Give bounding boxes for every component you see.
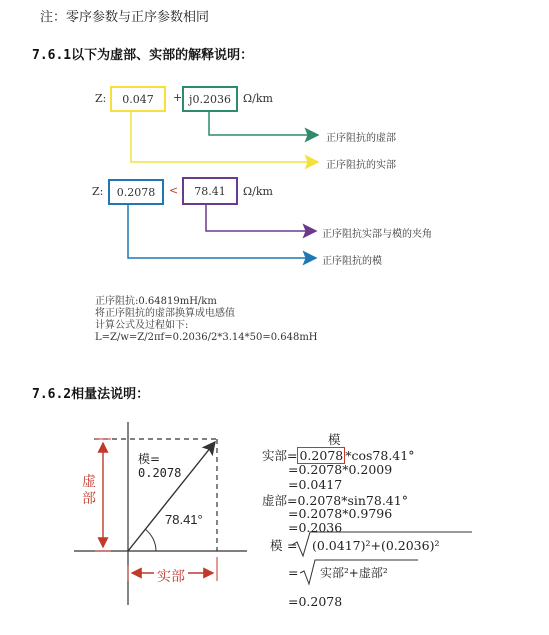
- section-heading-7-6-1: 7.6.1以下为虚部、实部的解释说明：: [32, 48, 254, 63]
- unit-1: Ω/km: [243, 92, 273, 105]
- angle-connector: [206, 204, 316, 231]
- angle-desc: 正序阻抗实部与模的夹角: [322, 229, 432, 240]
- mod-eq: =: [287, 538, 298, 553]
- angle-value-box: 78.41: [182, 177, 238, 205]
- angle-sign: <: [169, 184, 179, 197]
- real-formula-line2: =0.2078*0.2009: [288, 462, 393, 477]
- real-value-box: 0.047: [110, 86, 166, 112]
- plus-sign: +: [173, 91, 183, 104]
- real-formula-line1: 实部= 0.2078 *cos78.41°: [262, 448, 415, 463]
- calc-line: 正序阻抗:0.64819mH/km: [95, 296, 217, 307]
- real-desc: 正序阻抗的实部: [326, 160, 396, 171]
- section-heading-7-6-2: 7.6.2相量法说明：: [32, 387, 150, 402]
- angle-arc: [145, 529, 156, 551]
- imag-connector: [209, 111, 318, 135]
- modulus-label: 模= 0.2078: [138, 452, 182, 480]
- modulus-desc: 正序阻抗的模: [322, 256, 382, 267]
- imag-formula-line3: =0.2036: [288, 520, 343, 535]
- note-text: 注：零序参数与正序参数相同: [40, 10, 210, 25]
- real-formula-line3: =0.0417: [288, 477, 343, 492]
- imag-desc: 正序阻抗的虚部: [326, 133, 396, 144]
- mod-eq2: =: [288, 565, 299, 580]
- real-boxed-value: 0.2078: [299, 448, 344, 463]
- imag-formula-line2: =0.2078*0.9796: [288, 506, 393, 521]
- z-label-1: Z:: [95, 92, 107, 105]
- real-axis-label: 实部: [154, 566, 188, 586]
- mod-radicand2: 实部²+虚部²: [320, 566, 388, 580]
- calc-line: 计算公式及过程如下:: [95, 320, 189, 331]
- angle-label: 78.41°: [165, 512, 203, 527]
- modulus-value-box: 0.2078: [108, 179, 164, 205]
- real-connector: [131, 111, 318, 162]
- mod-prefix: 模: [270, 538, 283, 553]
- calc-line: L=Z/w=Z/2πf=0.2036/2*3.14*50=0.648mH: [95, 332, 318, 343]
- formula-top-label: 模: [328, 432, 341, 447]
- unit-2: Ω/km: [243, 185, 273, 198]
- calc-block: [95, 296, 318, 344]
- mod-result: =0.2078: [288, 594, 343, 609]
- imag-formula-line1: 虚部=0.2078*sin78.41°: [262, 493, 408, 508]
- imag-value-box: j0.2036: [182, 86, 238, 112]
- calc-line: 将正序阻抗的虚部换算成电感值: [95, 308, 235, 319]
- imag-axis-label: 虚 部: [82, 474, 96, 507]
- mod-radicand: (0.0417)²+(0.2036)²: [312, 538, 440, 553]
- z-label-2: Z:: [92, 185, 104, 198]
